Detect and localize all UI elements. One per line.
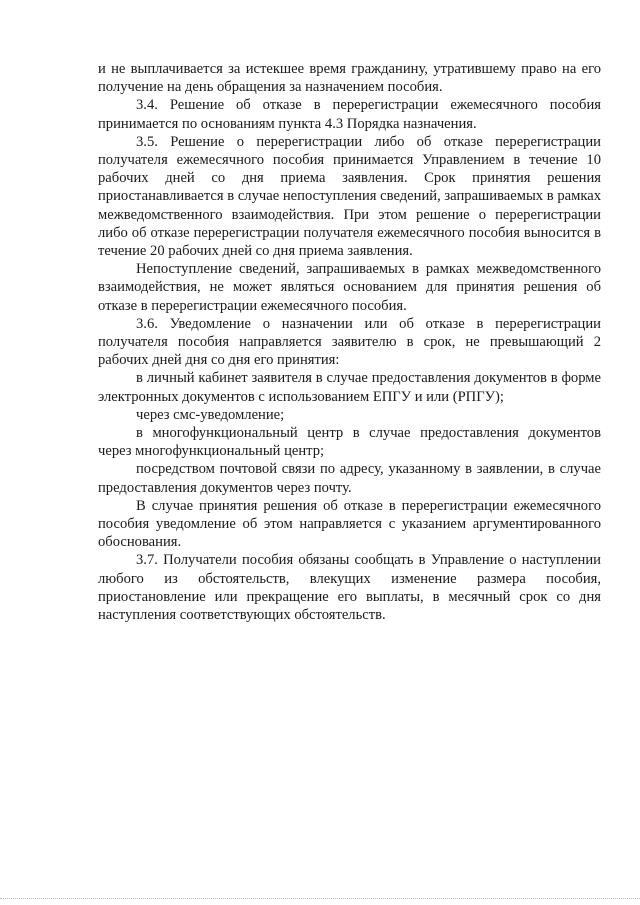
paragraph-personal-cabinet: в личный кабинет заявителя в случае предоставления документов в форме электронных документов с использованием ЕПГУ и или (РПГУ);: [98, 370, 601, 405]
paragraph-3-4: 3.4. Решение об отказе в перерегистрации ежемесячного пособия принимается по основаниям пункта 4.3 Порядка назначения.: [98, 97, 601, 132]
paragraph-post: посредством почтовой связи по адресу, указанному в заявлении, в случае предоставления документов через почту.: [98, 461, 601, 496]
document-body: [98, 60, 601, 624]
paragraph-non-receipt: Непоступление сведений, запрашиваемых в рамках межведомственного взаимодействия, не может являться основанием для принятия решения об отказе в перерегистрации ежемесячного пособия.: [98, 261, 601, 314]
paragraph-sms: через смс-уведомление;: [136, 406, 285, 423]
paragraph-3-7: 3.7. Получатели пособия обязаны сообщать в Управление о наступлении любого из обстоятельств, влекущих изменение размера пособия, приостановление или прекращение его выплаты, в месячный срок со дня наступления соответствующих обстоятельств.: [98, 552, 601, 624]
paragraph-refusal-notice: В случае принятия решения об отказе в перерегистрации ежемесячного пособия уведомление об этом направляется с указанием аргументированного обоснования.: [98, 497, 601, 551]
paragraph-mfc: в многофункциональный центр в случае предоставления документов через многофункциональный центр;: [98, 425, 601, 460]
scan-bottom-edge: [0, 898, 640, 899]
paragraph-continuation: и не выплачивается за истекшее время гражданину, утратившему право на его получение на день обращения за назначением пособия.: [98, 61, 601, 96]
paragraph-3-6: 3.6. Уведомление о назначении или об отказе в перерегистрации получателя пособия направляется заявителю в срок, не превышающий 2 рабочих дней дня со дня его принятия:: [98, 315, 601, 369]
paragraph-3-5: 3.5. Решение о перерегистрации либо об отказе перерегистрации получателя ежемесячного пособия принимается Управлением в течение 10 рабочих дней со дня приема заявления. Срок принятия решения приостанавливается в случае непоступления сведений, запрашиваемых в рамках межведомственного взаимодействия. При этом решение о перерегистрации либо об отказе перерегистрации получателя ежемесячного пособия выносится в течение 20 рабочих дней со дня приема заявления.: [98, 133, 601, 260]
